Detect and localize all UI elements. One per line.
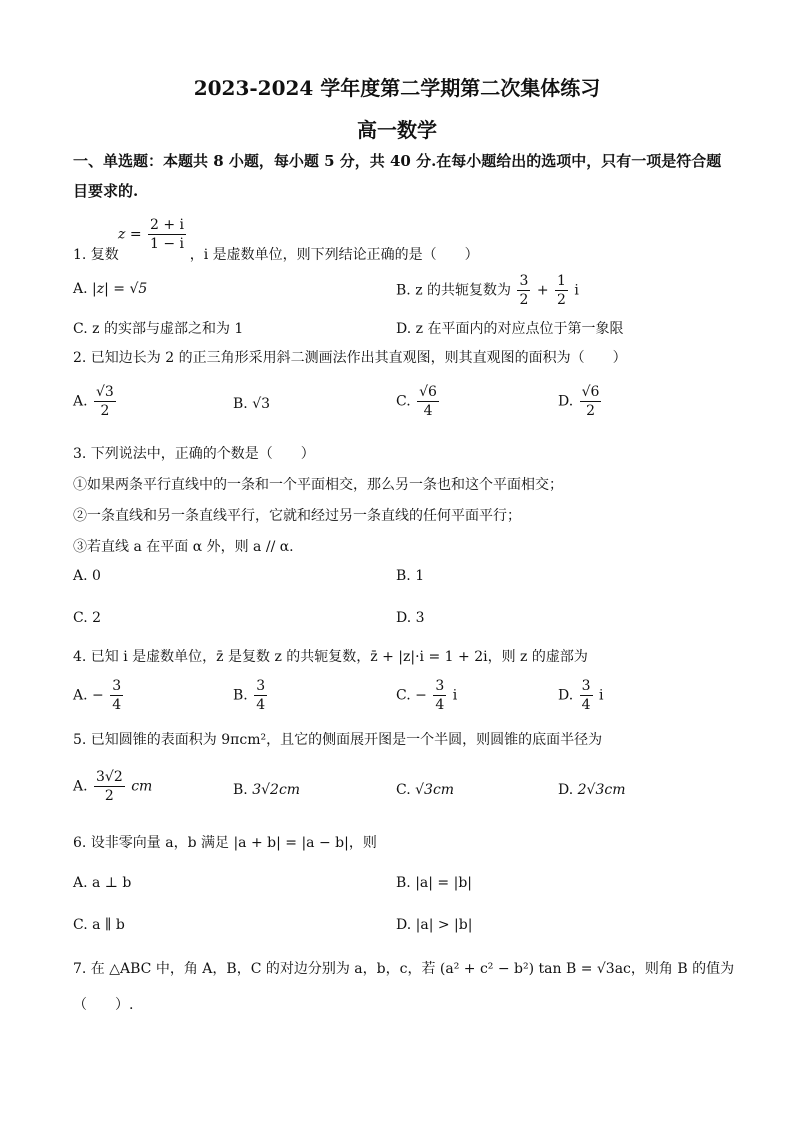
q3-option-d: D. 3 — [396, 610, 425, 626]
q4-option-a — [73, 677, 125, 714]
q1-a-expr: |z| = √5 — [92, 281, 148, 297]
q5-a-frac — [94, 768, 125, 805]
q5-d-label: D. — [558, 782, 574, 798]
q2-a-frac — [94, 383, 116, 420]
q4-stem: 4. 已知 i 是虚数单位，z̄ 是复数 z 的共轭复数，z̄ + |z|·i = 1 + 2i，则 z 的虚部为 — [73, 649, 588, 665]
q4-a-den: 4 — [112, 697, 122, 713]
exam-title: 2023-2024 学年度第二学期第二次集体练习 — [193, 76, 601, 100]
q1-b-plus: + — [536, 282, 549, 299]
q5-d-value: 2√3cm — [577, 782, 626, 798]
q5-option-c — [396, 782, 454, 798]
q2-option-c — [396, 383, 441, 420]
q5-a-label: A. — [73, 778, 88, 795]
q4-c-sign: − — [415, 687, 427, 704]
q4-c-frac — [433, 677, 446, 714]
q3-statement-3: ③若直线 a 在平面 α 外，则 a // α. — [73, 539, 294, 555]
q1-d-text: z 在平面内的对应点位于第一象限 — [415, 321, 624, 337]
q3-statement-2: ②一条直线和另一条直线平行，它就和经过另一条直线的任何平面平行； — [73, 508, 521, 524]
q6-option-c: C. a ∥ b — [73, 917, 125, 933]
q2-option-d — [558, 383, 603, 420]
q4-d-num: 3 — [581, 678, 591, 694]
q1-b-text: z 的共轭复数为 — [415, 282, 512, 299]
q1-z-num: 2 + i — [150, 217, 185, 233]
q4-d-label: D. — [558, 687, 574, 704]
q7-stem-continued: （ ）. — [73, 997, 134, 1013]
q5-stem: 5. 已知圆锥的表面积为 9πcm²，且它的侧面展开图是一个半圆，则圆锥的底面半径为 — [73, 732, 603, 748]
q5-b-label: B. — [233, 782, 248, 798]
q4-b-label: B. — [233, 687, 248, 704]
q4-b-num: 3 — [256, 678, 266, 694]
q2-d-frac — [580, 383, 602, 420]
q4-option-b — [233, 677, 269, 714]
q1-b-frac1-den: 2 — [519, 292, 529, 308]
q5-option-a — [73, 768, 152, 805]
q2-option-a — [73, 383, 118, 420]
q5-c-value: √3cm — [415, 782, 455, 798]
q2-a-label: A. — [73, 393, 88, 410]
q2-a-den: 2 — [100, 403, 110, 419]
q2-a-num: √3 — [96, 384, 114, 400]
q5-option-b — [233, 782, 300, 798]
q4-d-i: i — [599, 687, 604, 704]
q1-a-label: A. — [73, 281, 88, 297]
q1-b-frac2 — [555, 272, 568, 309]
q1-option-a — [73, 281, 147, 297]
q3-option-a: A. 0 — [73, 568, 101, 584]
q4-a-sign: − — [92, 687, 104, 704]
q1-option-b — [396, 272, 579, 309]
q2-d-den: 2 — [586, 403, 596, 419]
q3-option-b: B. 1 — [396, 568, 425, 584]
q4-c-den: 4 — [435, 697, 445, 713]
q1-option-d — [396, 318, 623, 338]
q4-c-label: C. — [396, 687, 411, 704]
q5-a-num: 3√2 — [96, 769, 123, 785]
q2-d-num: √6 — [581, 384, 600, 400]
q2-option-b — [233, 396, 270, 412]
q4-c-i: i — [452, 687, 458, 704]
q3-stem: 3. 下列说法中，正确的个数是（ ） — [73, 446, 315, 462]
q1-b-label: B. — [396, 282, 411, 299]
q4-a-label: A. — [73, 687, 88, 704]
exam-subtitle: 高一数学 — [357, 118, 437, 142]
q1-b-frac2-den: 2 — [557, 292, 566, 308]
q1-d-label: D. — [396, 321, 412, 337]
q2-c-num: √6 — [419, 384, 437, 400]
q1-b-i: i — [574, 282, 579, 299]
q4-a-frac — [110, 677, 123, 714]
q6-option-b: B. |a| = |b| — [396, 875, 472, 891]
q2-d-label: D. — [558, 393, 574, 410]
q5-a-unit: cm — [131, 778, 153, 795]
q6-option-d: D. |a| > |b| — [396, 917, 473, 933]
q5-a-den: 2 — [104, 788, 114, 804]
q4-b-den: 4 — [256, 697, 266, 713]
q4-b-frac — [254, 677, 267, 714]
q2-b-value: √3 — [252, 396, 271, 412]
q1-c-text: z 的实部与虚部之和为 1 — [92, 321, 244, 337]
q3-statement-1: ①如果两条平行直线中的一条和一个平面相交，那么另一条也和这个平面相交； — [73, 477, 563, 493]
q1-z-lhs: z = — [118, 226, 142, 243]
q4-option-c — [396, 677, 457, 714]
q6-option-a: A. a ⊥ b — [73, 875, 132, 891]
section-heading: 一、单选题：本题共 8 小题，每小题 5 分，共 40 分.在每小题给出的选项中，只有一项是符合题目要求的. — [73, 152, 722, 200]
q3-option-c: C. 2 — [73, 610, 102, 626]
q1-b-frac1 — [517, 272, 530, 309]
q5-c-label: C. — [396, 782, 411, 798]
q5-option-d — [558, 782, 626, 798]
q7-stem: 7. 在 △ABC 中，角 A，B，C 的对边分别为 a，b，c，若 (a² + c² − b²) tan B = √3ac，则角 B 的值为 — [73, 961, 735, 977]
q4-d-frac — [580, 677, 593, 714]
q2-stem: 2. 已知边长为 2 的正三角形采用斜二测画法作出其直观图，则其直观图的面积为（ ） — [73, 350, 627, 366]
q4-a-num: 3 — [112, 678, 122, 694]
q4-d-den: 4 — [581, 697, 591, 713]
q4-option-d — [558, 677, 604, 714]
q2-c-label: C. — [396, 393, 411, 410]
q1-option-c — [73, 318, 243, 338]
q1-prefix: 1. 复数 — [73, 247, 119, 263]
q1-z-den: 1 − i — [150, 236, 185, 252]
q5-b-value: 3√2cm — [252, 782, 301, 798]
q1-suffix: ，i 是虚数单位，则下列结论正确的是（ ） — [189, 247, 479, 263]
q1-b-frac2-num: 1 — [557, 273, 566, 289]
q6-stem: 6. 设非零向量 a，b 满足 |a + b| = |a − b|，则 — [73, 835, 377, 851]
q1-c-label: C. — [73, 321, 88, 337]
q1-b-frac1-num: 3 — [519, 273, 529, 289]
q1-stem — [73, 244, 479, 264]
q2-b-label: B. — [233, 396, 248, 412]
q2-c-den: 4 — [423, 403, 433, 419]
q4-c-num: 3 — [435, 678, 445, 694]
q2-c-frac — [417, 383, 439, 420]
